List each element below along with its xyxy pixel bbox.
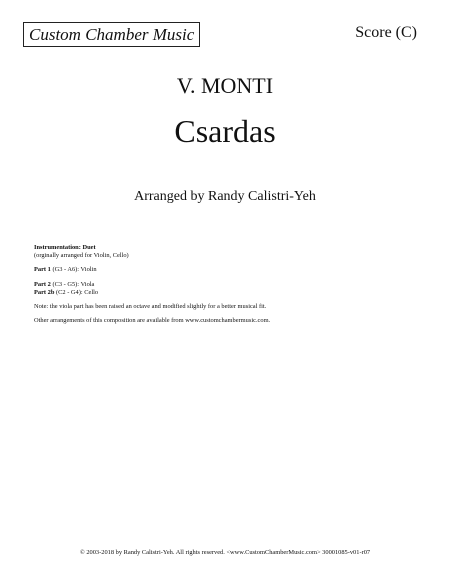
score-label: Score (C) [355,24,417,41]
part-2-label: Part 2 [34,280,51,288]
copyright-footer: © 2003-2018 by Randy Calistri-Yeh. All rights reserved. <www.CustomChamberMusic.com> 30001085-v01-r07 [79,549,371,556]
instrumentation-heading: Instrumentation: Duet [34,244,96,251]
instrumentation-section [34,244,424,325]
composer-name: V. MONTI [176,73,274,98]
other-arrangements-note: Other arrangements of this composition are available from www.customchambermusic.com. [34,317,271,325]
part-2-detail: (C3 - G5): Viola [50,280,95,288]
part-1-label: Part 1 [34,266,51,274]
publisher-box [23,22,200,47]
instrumentation-note: (orginally arranged for Violin, Cello) [34,252,129,260]
part-2-line [34,281,424,289]
publisher-name: Custom Chamber Music [29,25,195,44]
arranger-credit: Arranged by Randy Calistri-Yeh [134,189,316,204]
part-2b-line [34,289,424,297]
part-1-detail: (G3 - A6): Violin [50,266,97,274]
part-2b-detail: (C2 - G4): Cello [54,288,99,296]
part-2b-label: Part 2b [34,288,55,296]
piece-title: Csardas [174,113,276,149]
viola-note: Note: the viola part has been raised an octave and modified slightly for a better musical fit. [34,303,267,311]
part-1-line [34,266,424,274]
